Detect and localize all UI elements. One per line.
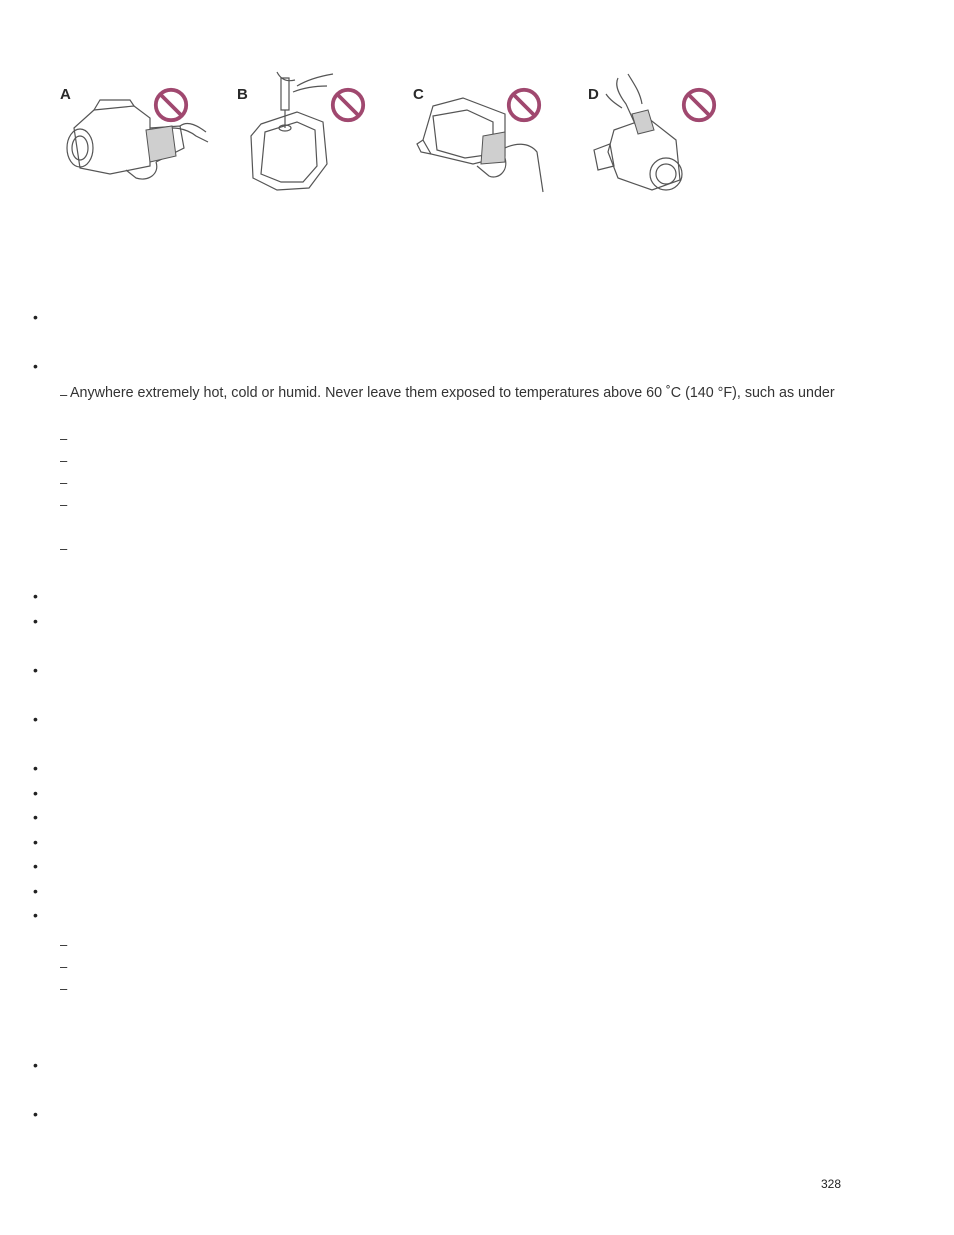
figure-d bbox=[588, 70, 748, 198]
figure-b bbox=[237, 70, 397, 198]
bullet-marker: • bbox=[33, 613, 38, 629]
bullet-marker: • bbox=[33, 588, 38, 604]
bullet-marker: • bbox=[33, 1106, 38, 1122]
figure-label-c: C bbox=[413, 86, 424, 103]
storage-warning-text: Anywhere extremely hot, cold or humid. Never leave them exposed to temperatures above 60 ˚C (140 °F), such as under bbox=[70, 385, 835, 401]
bullet-marker: • bbox=[33, 785, 38, 801]
bullet-marker: • bbox=[33, 858, 38, 874]
dash-marker: – bbox=[60, 937, 68, 952]
page-number: 328 bbox=[820, 1177, 841, 1191]
bullet-marker: • bbox=[33, 358, 38, 374]
figure-label-a: A bbox=[60, 86, 71, 103]
battery-pulled-out-illustration bbox=[413, 70, 573, 198]
dash-marker: – bbox=[60, 497, 68, 512]
dash-marker: – bbox=[60, 959, 68, 974]
figure-c bbox=[413, 70, 573, 198]
prohibited-icon bbox=[680, 86, 718, 124]
bullet-marker: • bbox=[33, 662, 38, 678]
bullet-marker: • bbox=[33, 711, 38, 727]
prohibited-icon bbox=[152, 86, 190, 124]
dash-marker: – bbox=[60, 387, 68, 402]
dash-marker: – bbox=[60, 453, 68, 468]
prohibited-icon bbox=[329, 86, 367, 124]
bullet-marker: • bbox=[33, 907, 38, 923]
bullet-marker: • bbox=[33, 809, 38, 825]
bullet-marker: • bbox=[33, 760, 38, 776]
bullet-marker: • bbox=[33, 834, 38, 850]
bullet-marker: • bbox=[33, 883, 38, 899]
dash-marker: – bbox=[60, 981, 68, 996]
camcorder-held-by-battery-illustration bbox=[60, 70, 220, 198]
figure-a bbox=[60, 70, 220, 198]
camcorder-dangled-by-battery-illustration bbox=[588, 70, 748, 198]
battery-terminal-probed-illustration bbox=[237, 70, 397, 198]
dash-marker: – bbox=[60, 541, 68, 556]
dash-marker: – bbox=[60, 475, 68, 490]
dash-marker: – bbox=[60, 431, 68, 446]
bullet-marker: • bbox=[33, 309, 38, 325]
figure-label-b: B bbox=[237, 86, 248, 103]
figure-label-d: D bbox=[588, 86, 599, 103]
prohibited-icon bbox=[505, 86, 543, 124]
bullet-marker: • bbox=[33, 1057, 38, 1073]
